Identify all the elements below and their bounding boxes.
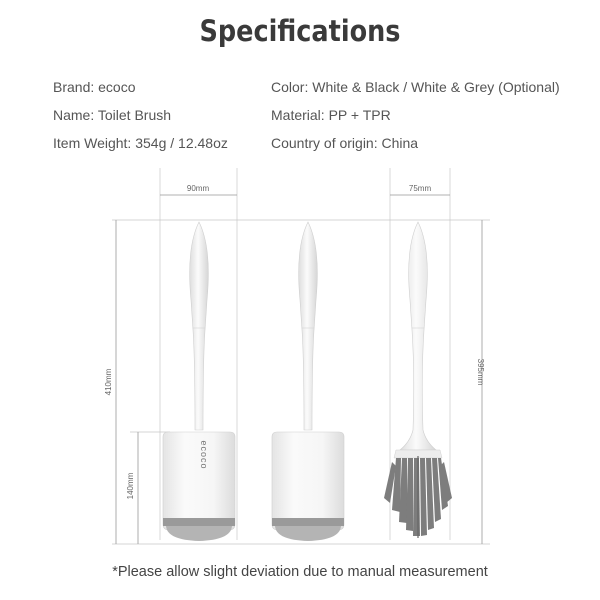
brand-logo: ecoco	[199, 440, 209, 470]
holder-body	[163, 432, 235, 530]
measurement-note: *Please allow slight deviation due to manual measurement	[112, 564, 488, 580]
brush-handle-alone	[400, 222, 436, 450]
dim-height-total: 410mm	[104, 368, 113, 396]
holder-body-back	[272, 432, 344, 530]
holder-base-ring-back	[272, 518, 344, 526]
spec-color: Color: White & Black / White & Grey (Optional)	[271, 79, 560, 95]
spec-origin: Country of origin: China	[271, 135, 419, 151]
spec-brand: Brand: ecoco	[53, 79, 136, 95]
brush-handle	[190, 222, 209, 430]
holder-base	[166, 526, 232, 541]
dim-height-brush: 395mm	[476, 358, 485, 386]
brush-holder-front	[163, 222, 235, 541]
spec-name: Name: Toilet Brush	[53, 107, 172, 123]
brush-handle-back	[299, 222, 318, 430]
holder-base-back	[275, 526, 341, 541]
brush-holder-back	[272, 222, 344, 541]
holder-base-ring	[163, 518, 235, 526]
dim-width-brush: 75mm	[408, 184, 432, 193]
brush-alone	[384, 222, 452, 538]
spec-weight: Item Weight: 354g / 12.48oz	[53, 135, 228, 151]
spec-material: Material: PP + TPR	[271, 107, 391, 123]
dim-height-holder: 140mm	[126, 472, 135, 500]
page-title: Specifications	[199, 14, 401, 48]
dim-width-holder: 90mm	[186, 184, 210, 193]
